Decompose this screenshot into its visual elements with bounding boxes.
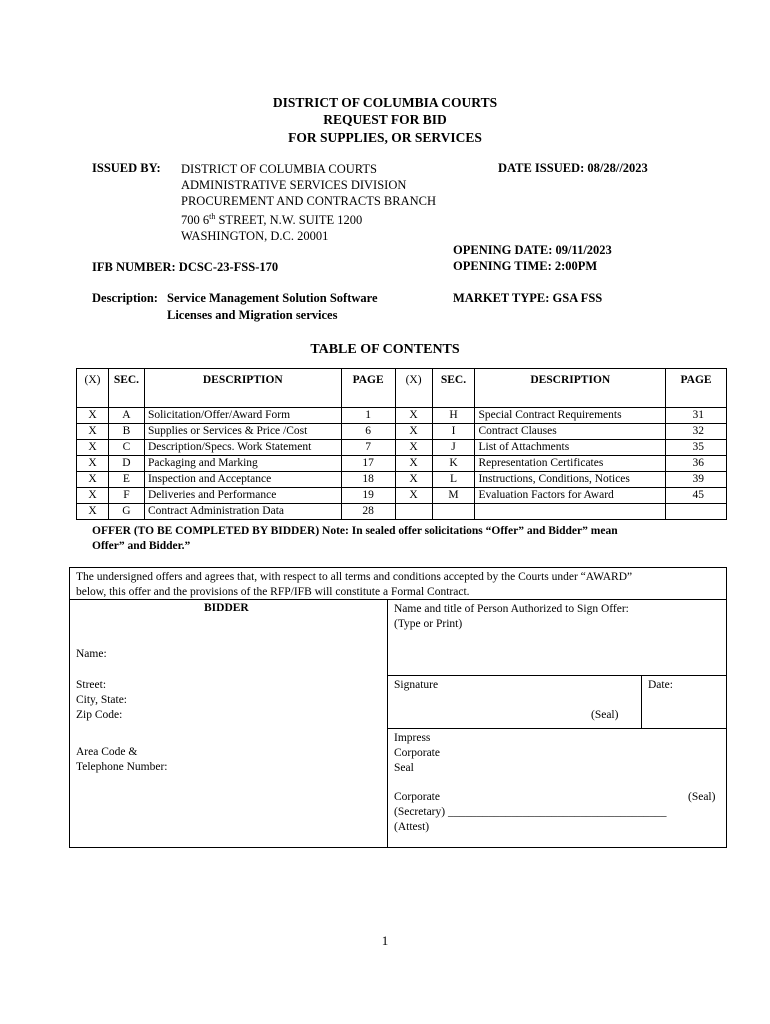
- toc-mark: X: [395, 456, 432, 472]
- toc-page: [666, 504, 727, 520]
- toc-row: [77, 504, 727, 520]
- toc-page: 6: [341, 424, 395, 440]
- toc-mark: X: [77, 456, 109, 472]
- toc-description: Deliveries and Performance: [144, 488, 341, 504]
- description-line2: Licenses and Migration services: [167, 308, 338, 322]
- divider: [387, 599, 388, 847]
- col-header: DESCRIPTION: [144, 369, 341, 408]
- toc-page: 17: [341, 456, 395, 472]
- opening-date: OPENING DATE: 09/11/2023: [453, 243, 612, 257]
- toc-description: Instructions, Conditions, Notices: [475, 472, 666, 488]
- toc-page: 36: [666, 456, 727, 472]
- toc-mark: X: [395, 472, 432, 488]
- toc-description: [475, 504, 666, 520]
- bidder-heading: BIDDER: [204, 602, 249, 614]
- toc-section: G: [108, 504, 144, 520]
- col-header: PAGE: [341, 369, 395, 408]
- offer-note-line1: OFFER (TO BE COMPLETED BY BIDDER) Note: In sealed offer solicitations “Offer” and Bidder” mean: [92, 525, 618, 537]
- toc-mark: X: [77, 440, 109, 456]
- corporate-label: Corporate: [394, 791, 440, 803]
- toc-mark: X: [77, 504, 109, 520]
- address-line: ADMINISTRATIVE SERVICES DIVISION: [181, 178, 407, 192]
- seal-label: (Seal): [591, 709, 619, 721]
- toc-section: I: [432, 424, 475, 440]
- toc-description: Inspection and Acceptance: [144, 472, 341, 488]
- address-line: PROCUREMENT AND CONTRACTS BRANCH: [181, 194, 437, 208]
- col-header: (X): [395, 369, 432, 408]
- toc-mark: X: [395, 424, 432, 440]
- divider: [387, 728, 726, 729]
- toc-description: Packaging and Marking: [144, 456, 341, 472]
- toc-page: 28: [341, 504, 395, 520]
- toc-mark: X: [77, 424, 109, 440]
- opening-time: OPENING TIME: 2:00PM: [453, 259, 598, 273]
- market-type: MARKET TYPE: GSA FSS: [453, 291, 603, 305]
- toc-section: A: [108, 408, 144, 424]
- toc-description: Contract Administration Data: [144, 504, 341, 520]
- toc-table: [76, 368, 727, 520]
- secretary-line: (Secretary) ______________________________________: [394, 806, 667, 818]
- offer-intro-line1: The undersigned offers and agrees that, with respect to all terms and conditions accepted by the Courts under “AWARD”: [76, 571, 633, 583]
- toc-description: Representation Certificates: [475, 456, 666, 472]
- corporate-seal-label: (Seal): [688, 791, 716, 803]
- divider: [641, 675, 642, 728]
- toc-mark: [395, 504, 432, 520]
- toc-description: Special Contract Requirements: [475, 408, 666, 424]
- toc-section: M: [432, 488, 475, 504]
- col-header: (X): [77, 369, 109, 408]
- description-line1: Service Management Solution Software: [167, 291, 378, 305]
- col-header: DESCRIPTION: [475, 369, 666, 408]
- issued-by-label: ISSUED BY:: [92, 161, 161, 175]
- address-line: WASHINGTON, D.C. 20001: [181, 229, 329, 244]
- toc-mark: X: [77, 472, 109, 488]
- description-label: Description:: [92, 291, 158, 305]
- toc-row: [77, 424, 727, 440]
- address-line: DISTRICT OF COLUMBIA COURTS: [181, 162, 377, 176]
- toc-section: J: [432, 440, 475, 456]
- toc-description: List of Attachments: [475, 440, 666, 456]
- toc-title: TABLE OF CONTENTS: [310, 342, 460, 357]
- toc-row: [77, 488, 727, 504]
- telephone-label: Telephone Number:: [76, 761, 168, 773]
- city-state-label: City, State:: [76, 694, 128, 706]
- toc-page: 45: [666, 488, 727, 504]
- toc-description: Solicitation/Offer/Award Form: [144, 408, 341, 424]
- toc-description: Supplies or Services & Price /Cost: [144, 424, 341, 440]
- toc-section: L: [432, 472, 475, 488]
- page-number: 1: [381, 933, 389, 948]
- impress-label: Impress: [394, 732, 431, 744]
- toc-page: 31: [666, 408, 727, 424]
- ifb-number: IFB NUMBER: DCSC-23-FSS-170: [92, 260, 279, 274]
- impress-label: Seal: [394, 762, 414, 774]
- name-label: Name:: [76, 648, 107, 660]
- toc-page: 19: [341, 488, 395, 504]
- toc-section: [432, 504, 475, 520]
- toc-mark: X: [395, 488, 432, 504]
- toc-section: B: [108, 424, 144, 440]
- toc-page: 35: [666, 440, 727, 456]
- toc-page: 39: [666, 472, 727, 488]
- type-or-print-label: (Type or Print): [394, 618, 463, 630]
- impress-label: Corporate: [394, 747, 440, 759]
- toc-page: 7: [341, 440, 395, 456]
- toc-mark: X: [77, 408, 109, 424]
- zip-label: Zip Code:: [76, 709, 123, 721]
- toc-description: Evaluation Factors for Award: [475, 488, 666, 504]
- offer-intro-line2: below, this offer and the provisions of the RFP/IFB will constitute a Formal Contract.: [76, 586, 470, 598]
- col-header: PAGE: [666, 369, 727, 408]
- toc-page: 32: [666, 424, 727, 440]
- area-code-label: Area Code &: [76, 746, 138, 758]
- col-header: SEC.: [432, 369, 475, 408]
- toc-section: K: [432, 456, 475, 472]
- divider: [387, 675, 726, 676]
- toc-section: C: [108, 440, 144, 456]
- date-issued: DATE ISSUED: 08/28//2023: [498, 161, 648, 175]
- date-label: Date:: [648, 679, 673, 691]
- signature-label: Signature: [394, 679, 439, 691]
- toc-page: 1: [341, 408, 395, 424]
- street-label: Street:: [76, 679, 107, 691]
- toc-row: [77, 408, 727, 424]
- toc-mark: X: [77, 488, 109, 504]
- toc-mark: X: [395, 408, 432, 424]
- toc-row: [77, 440, 727, 456]
- doc-title-line2: REQUEST FOR BID: [323, 112, 447, 127]
- toc-description: Description/Specs. Work Statement: [144, 440, 341, 456]
- col-header: SEC.: [108, 369, 144, 408]
- doc-title-line3: FOR SUPPLIES, OR SERVICES: [288, 130, 482, 145]
- toc-section: D: [108, 456, 144, 472]
- toc-row: [77, 472, 727, 488]
- offer-form: [69, 567, 727, 848]
- toc-section: F: [108, 488, 144, 504]
- authorized-signer-label: Name and title of Person Authorized to Sign Offer:: [394, 603, 629, 615]
- toc-row: [77, 456, 727, 472]
- toc-header-row: [77, 369, 727, 408]
- doc-title-line1: DISTRICT OF COLUMBIA COURTS: [272, 95, 498, 110]
- toc-section: H: [432, 408, 475, 424]
- toc-mark: X: [395, 440, 432, 456]
- toc-description: Contract Clauses: [475, 424, 666, 440]
- toc-section: E: [108, 472, 144, 488]
- offer-note-line2: Offer” and Bidder.”: [92, 540, 191, 552]
- address-line: 700 6th STREET, N.W. SUITE 1200: [181, 212, 363, 228]
- issuer-address: [181, 161, 436, 244]
- toc-page: 18: [341, 472, 395, 488]
- attest-label: (Attest): [394, 821, 430, 833]
